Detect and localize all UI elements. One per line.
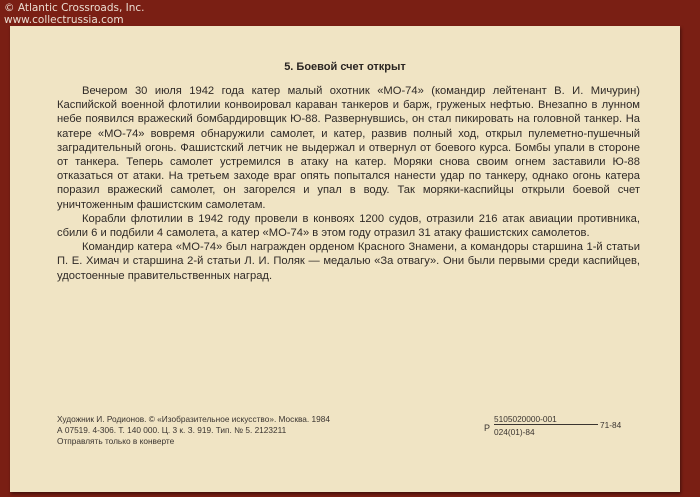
watermark	[4, 2, 145, 26]
imprint-mailing-note: Отправлять только в конверте	[57, 436, 175, 446]
paragraph-3: Командир катера «МО-74» был награжден орденом Красного Знамени, а командоры старшина 1-й статьи П. Е. Химач и старшина 2-й статьи Л. И. Поляк — медалью «За отвагу». Они были первыми среди каспийцев, удостоенные правительственных наград.	[57, 241, 640, 282]
imprint	[57, 414, 330, 447]
code-suffix: 71-84	[600, 420, 622, 430]
watermark-url: www.collectrussia.com	[4, 14, 124, 26]
imprint-artist: Художник И. Родионов. © «Изобразительное искусство». Москва. 1984	[57, 414, 330, 424]
paragraph-1: Вечером 30 июля 1942 года катер малый охотник «МО-74» (командир лейтенант В. И. Мичурин) Каспийской военной флотилии конвоировал караван танкеров и барж, груженых нефтью. Внезапно в лунном небе появился вражеский бомбардировщик Ю-88. Развернувшись, он стал пикировать на головной танкер. На катере «МО-74» вовремя обнаружили самолет, и катер, развив полный ход, открыл пулеметно-пушечный заградительный огонь. Фашистский летчик не выдержал и отвернул от боевого курса. Бомбы упали в стороне от танкера. Теперь самолет устремился в атаку на катер. Моряки снова своим огнем заставили Ю-88 отказаться от атаки. На третьем заходе враг опять попытался нанести удар по танкеру, однако огонь катера поразил вражеский самолет, он загорелся и упал в воду. Так моряки-каспийцы открыли боевой счет уничтоженным фашистским самолетам.	[57, 85, 640, 211]
code-denominator: 024(01)-84	[494, 427, 535, 437]
paragraph-2: Корабли флотилии в 1942 году провели в конвоях 1200 судов, отразили 216 атак авиации противника, сбили 6 и подбили 4 самолета, а катер «МО-74» в этом году отразил 31 атаку фашистских самолетов.	[57, 212, 640, 240]
card-body	[57, 84, 640, 283]
postcard-back	[10, 26, 680, 492]
card-title: 5. Боевой счет открыт	[284, 61, 406, 73]
watermark-copyright: © Atlantic Crossroads, Inc.	[4, 2, 145, 14]
imprint-print-info: А 07519. 4-306. Т. 140 000. Ц. 3 к. З. 919. Тип. № 5. 2123211	[57, 425, 287, 435]
code-divider	[494, 424, 598, 425]
code-numerator: 5105020000-001	[494, 414, 557, 424]
code-prefix: Р	[484, 423, 491, 433]
